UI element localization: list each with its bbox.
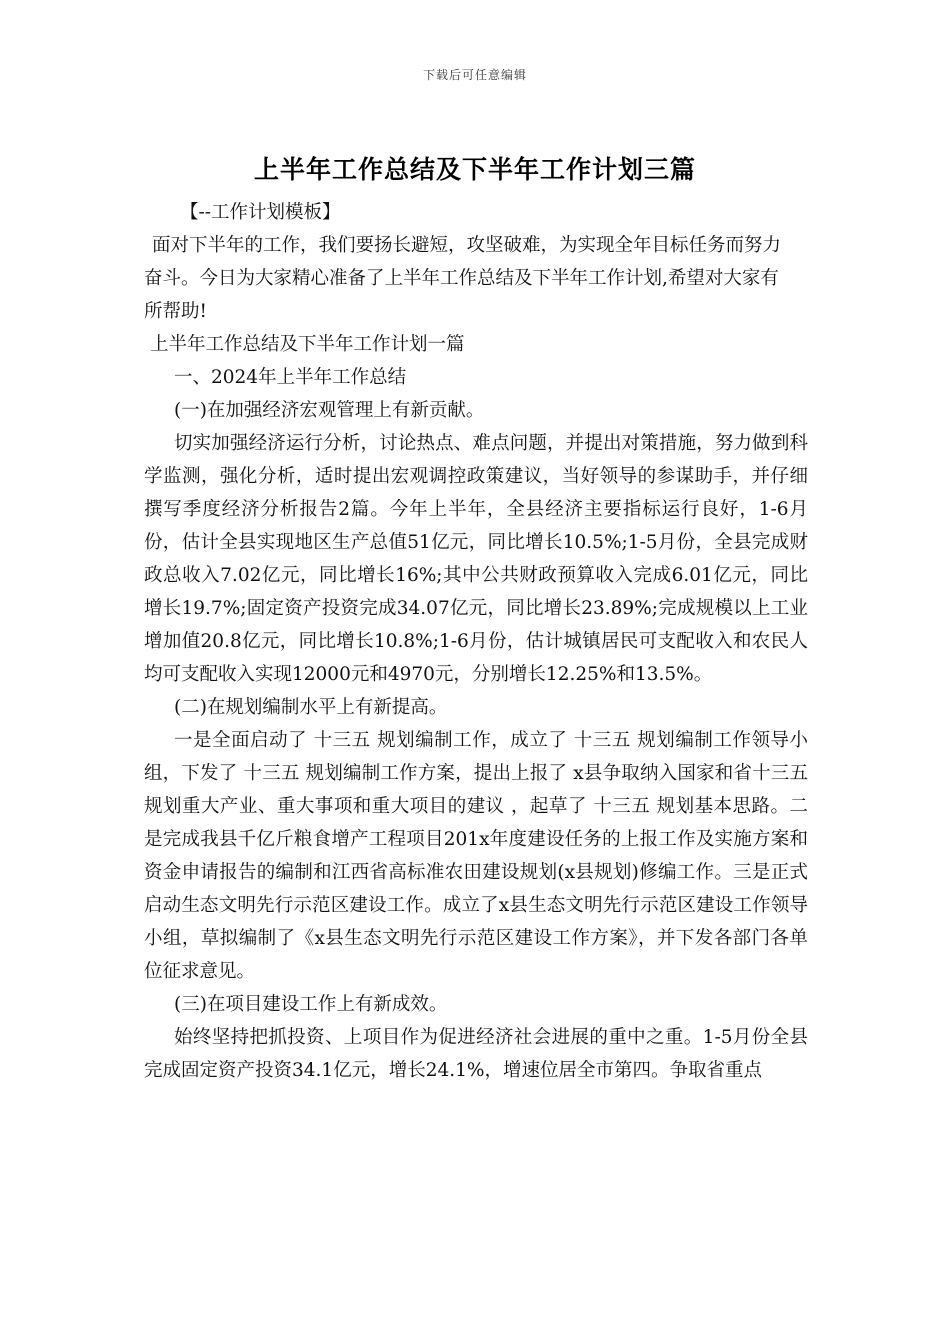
template-tag: 【--工作计划模板】: [180, 202, 341, 223]
subsection-3-body: 始终坚持把抓投资、上项目作为促进经济社会进展的重中之重。1-5月份全县完成固定资产投资34.1亿元，增长24.1%，增速位居全市第四。争取省重点: [144, 1027, 808, 1081]
header-note: 下载后可任意编辑: [422, 68, 527, 82]
section-title: 一、2024年上半年工作总结: [174, 367, 407, 388]
intro-line-1: 面对下半年的工作，我们要扬长避短，攻坚破难，为实现全年目标任务而努力: [152, 235, 782, 256]
intro-line-2: 奋斗。今日为大家精心准备了上半年工作总结及下半年工作计划,希望对大家有: [144, 268, 779, 289]
subsection-3-title: (三)在项目建设工作上有新成效。: [174, 994, 448, 1015]
intro-line-3: 所帮助!: [144, 301, 207, 322]
subsection-1-title: (一)在加强经济宏观管理上有新贡献。: [174, 400, 485, 421]
subsection-2-title: (二)在规划编制水平上有新提高。: [174, 697, 448, 718]
subsection-1-body: 切实加强经济运行分析，讨论热点、难点问题，并提出对策措施，努力做到科学监测，强化分析，适时提出宏观调控政策建议，当好领导的参谋助手，并仔细撰写季度经济分析报告2篇。今年上半年，全县经济主要指标运行良好，1-6月份，估计全县实现地区生产总值51亿元，同比增长10.5%;1-5月份，全县完成财政总收入7.02亿元，同比增长16%;其中公共财政预算收入完成6.01亿元，同比增长19.7%;固定资产投资完成34.07亿元，同比增长23.89%;完成规模以上工业增加值20.8亿元，同比增长10.8%;1-6月份，估计城镇居民可支配收入和农民人均可支配收入实现12000元和4970元，分别增长12.25%和13.5%。: [144, 433, 808, 685]
subsection-2-body: 一是全面启动了 十三五 规划编制工作，成立了 十三五 规划编制工作领导小组，下发了 十三五 规划编制工作方案，提出上报了 x县争取纳入国家和省十三五规划重大产业、重大事项和重大项目的建议 ，起草了 十三五 规划基本思路。二是完成我县千亿斤粮食增产工程项目201x年度建设任务的上报工作及实施方案和资金申请报告的编制和江西省高标准农田建设规划(x县规划)修编工作。三是正式启动生态文明先行示范区建设工作。成立了x县生态文明先行示范区建设工作领导小组，草拟编制了《x县生态文明先行示范区建设工作方案》，并下发各部门各单位征求意见。: [144, 730, 808, 982]
document-title: 上半年工作总结及下半年工作计划三篇: [253, 155, 696, 184]
document-body: [144, 196, 808, 1087]
part-title: 上半年工作总结及下半年工作计划一篇: [150, 334, 465, 355]
